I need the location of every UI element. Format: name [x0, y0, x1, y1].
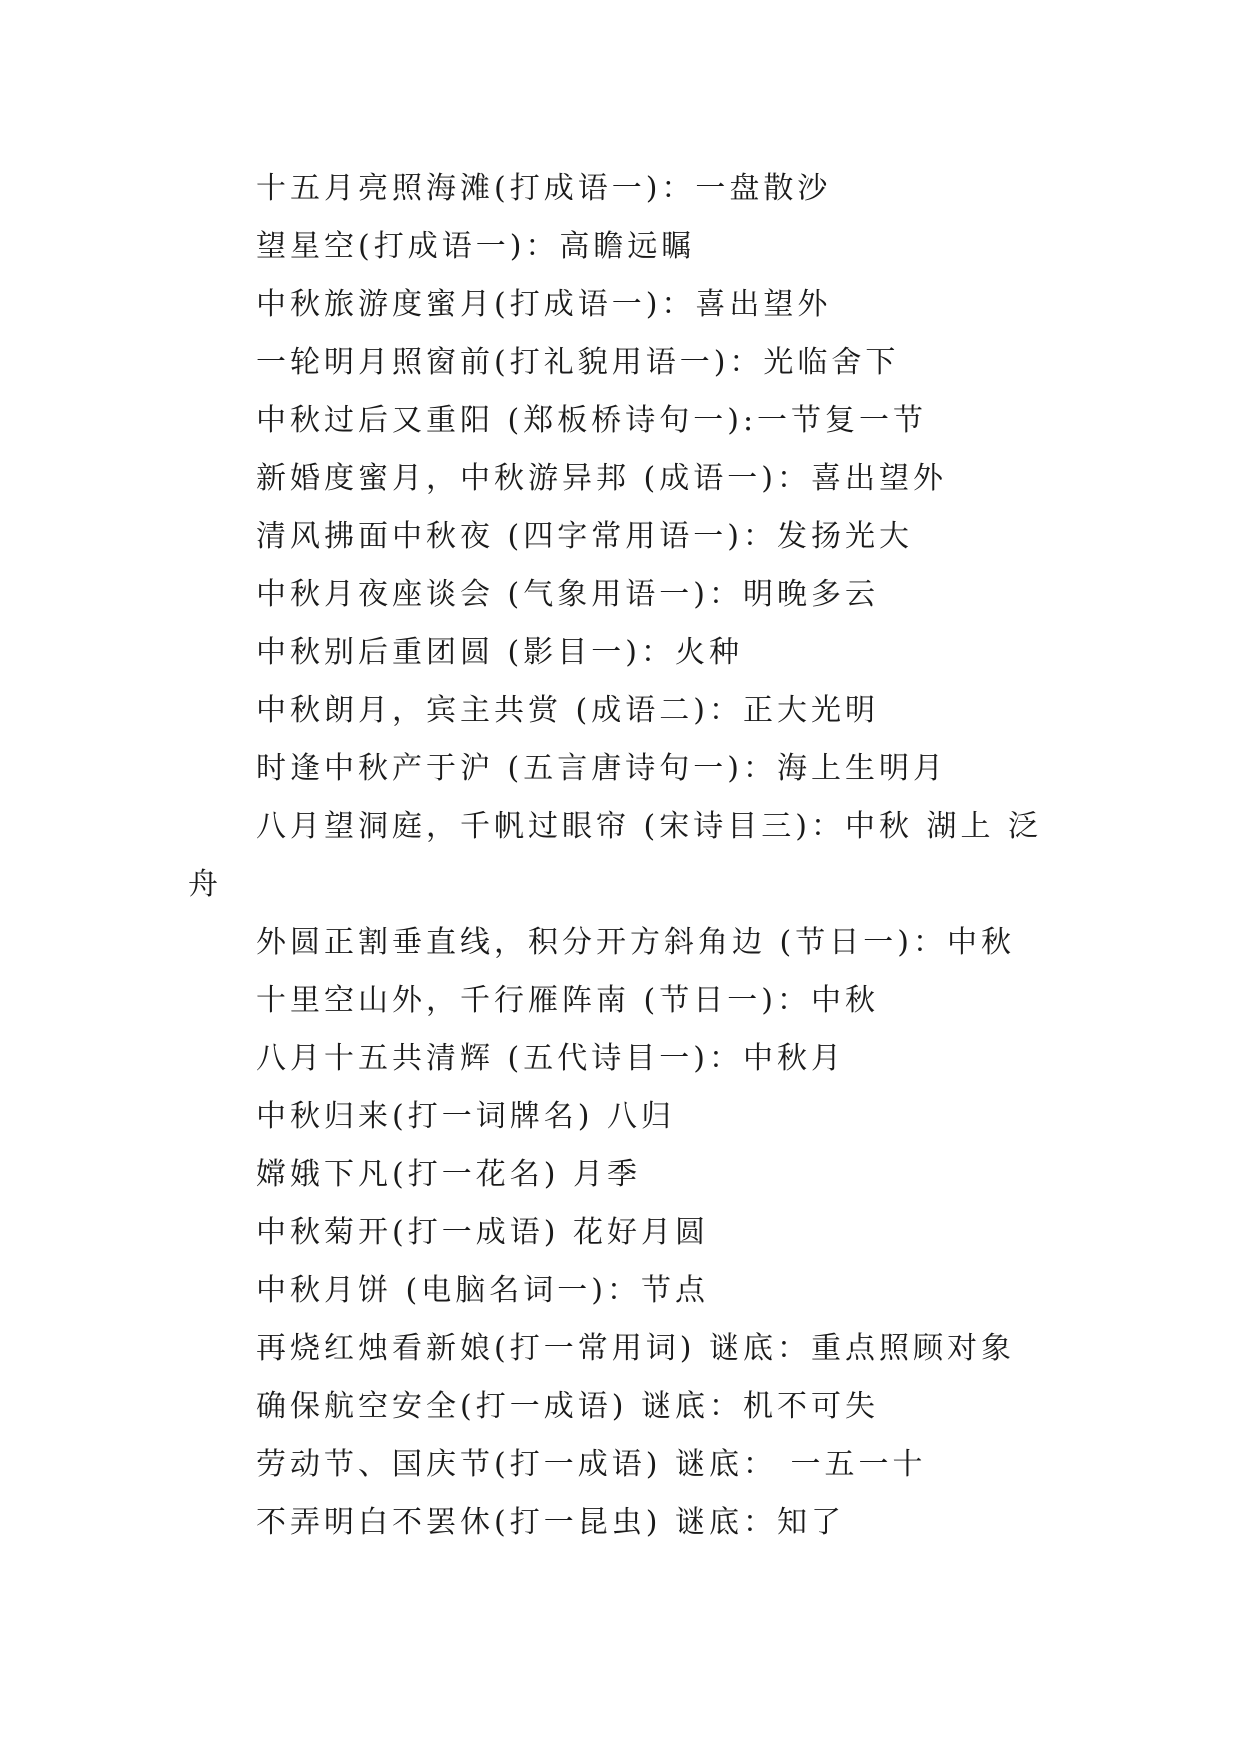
- riddle-line: 时逢中秋产于沪 (五言唐诗句一)：海上生明月: [256, 751, 947, 786]
- riddle-line: 中秋月饼 (电脑名词一)：节点: [256, 1273, 709, 1308]
- riddle-list: [188, 160, 1058, 1552]
- riddle-line: 嫦娥下凡(打一花名) 月季: [256, 1157, 641, 1192]
- riddle-line: 一轮明月照窗前(打礼貌用语一)：光临舍下: [256, 345, 900, 380]
- riddle-line: 劳动节、国庆节(打一成语) 谜底： 一五一十: [256, 1447, 927, 1482]
- riddle-line: 中秋别后重团圆 (影目一)：火种: [256, 635, 743, 670]
- riddle-line: 清风拂面中秋夜 (四字常用语一)：发扬光大: [256, 519, 913, 554]
- riddle-line: 不弄明白不罢休(打一昆虫) 谜底：知了: [256, 1505, 845, 1540]
- riddle-line: 中秋朗月，宾主共赏 (成语二)：正大光明: [256, 693, 879, 728]
- riddle-line: 外圆正割垂直线，积分开方斜角边 (节日一)：中秋: [256, 925, 1015, 960]
- riddle-line: 中秋归来(打一词牌名) 八归: [256, 1099, 675, 1134]
- riddle-line: 中秋过后又重阳 (郑板桥诗句一):一节复一节: [256, 403, 928, 438]
- riddle-line: 中秋旅游度蜜月(打成语一)：喜出望外: [256, 287, 832, 322]
- riddle-line-wrapped: 八月望洞庭，千帆过眼帘 (宋诗目三)：中秋 湖上 泛舟: [188, 809, 1043, 902]
- riddle-line: 中秋菊开(打一成语) 花好月圆: [256, 1215, 709, 1250]
- riddle-line: 十五月亮照海滩(打成语一)：一盘散沙: [256, 171, 832, 206]
- riddle-line: 中秋月夜座谈会 (气象用语一)：明晚多云: [256, 577, 879, 612]
- riddle-line: 望星空(打成语一)：高瞻远瞩: [256, 229, 696, 264]
- riddle-line: 八月十五共清辉 (五代诗目一)：中秋月: [256, 1041, 845, 1076]
- riddle-line: 新婚度蜜月，中秋游异邦 (成语一)：喜出望外: [256, 461, 947, 496]
- riddle-line: 十里空山外，千行雁阵南 (节日一)：中秋: [256, 983, 879, 1018]
- riddle-line: 确保航空安全(打一成语) 谜底：机不可失: [256, 1389, 879, 1424]
- riddle-line: 再烧红烛看新娘(打一常用词) 谜底：重点照顾对象: [256, 1331, 1015, 1366]
